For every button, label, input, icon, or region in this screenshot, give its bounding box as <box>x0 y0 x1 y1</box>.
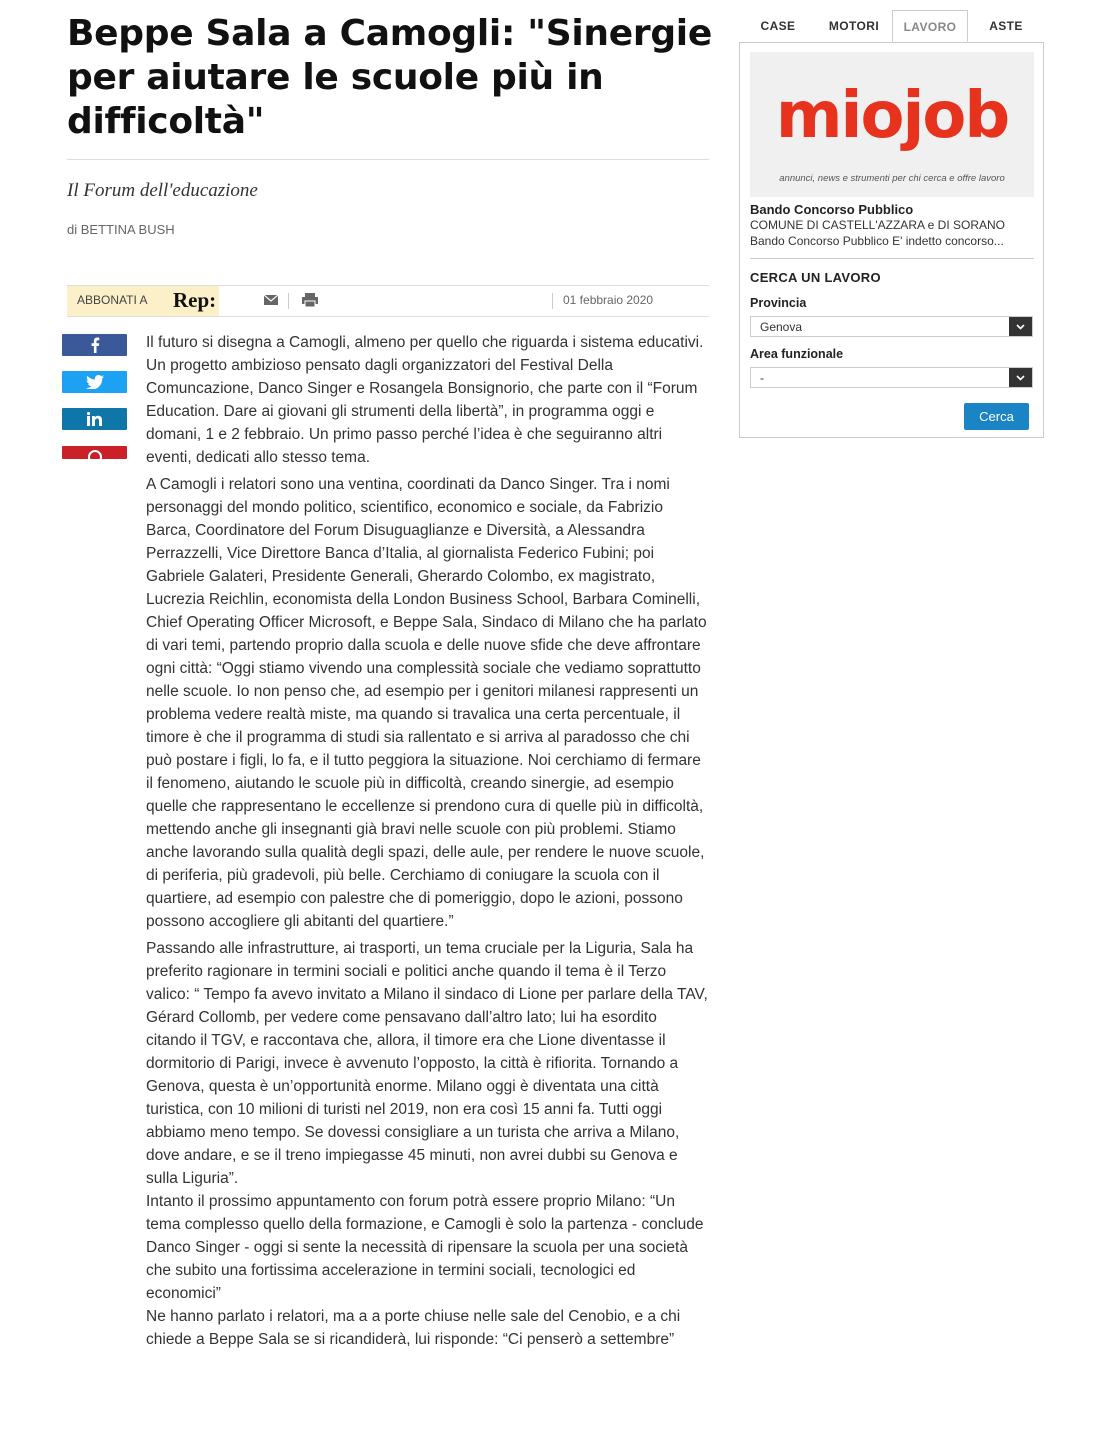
share-pinterest-button[interactable] <box>62 446 127 459</box>
share-twitter-button[interactable] <box>62 371 127 393</box>
toolbar-separator <box>288 293 289 309</box>
subscribe-banner[interactable] <box>67 286 219 316</box>
province-label: Provincia <box>750 296 807 310</box>
article-headline: Beppe Sala a Camogli: "Sinergie per aiutare le scuole più in difficoltà" <box>67 13 712 142</box>
divider <box>750 258 1034 259</box>
tab-motori[interactable]: MOTORI <box>828 19 880 33</box>
miojob-tagline: annunci, news e strumenti per chi cerca e offre lavoro <box>779 173 1005 184</box>
job-description: Bando Concorso Pubblico E' indetto concorso... <box>750 234 1004 248</box>
toolbar-separator <box>552 293 553 309</box>
chevron-down-icon <box>1009 317 1032 336</box>
subscribe-label: ABBONATI A <box>77 293 148 307</box>
tab-aste[interactable]: ASTE <box>989 19 1023 33</box>
area-select[interactable] <box>750 367 1033 388</box>
article-date: 01 febbraio 2020 <box>563 293 654 307</box>
article-subtitle: Il Forum dell'educazione <box>67 180 258 201</box>
facebook-icon <box>90 337 100 353</box>
tab-lavoro[interactable]: LAVORO <box>892 10 968 42</box>
job-organization: COMUNE DI CASTELL'AZZARA e DI SORANO <box>750 218 1006 232</box>
tab-case[interactable]: CASE <box>760 19 796 33</box>
job-search-title: CERCA UN LAVORO <box>750 270 881 285</box>
area-value: - <box>760 371 764 385</box>
rep-logo: Rep: <box>173 288 217 312</box>
article-paragraph: A Camogli i relatori sono una ventina, coordinati da Danco Singer. Tra i nomi personaggi del mondo politico, scientifico, economico e sociale, da Fabrizio Barca, Coordinatore del Forum Disuguaglianze e Diversità, a Alessandra Perrazzelli, Vice Direttore Banca d’Italia, al giornalista Federico Fubini; poi Gabriele Galateri, Presidente Generali, Gherardo Colombo, ex magistrato, Lucrezia Reichlin, economista della London Business School, Barbara Cominelli, Chief Operating Officer Microsoft, e Beppe Sala, Sindaco di Milano che ha parlato di vari temi, partendo proprio dalla scuola e delle nuove sfide che deve affrontare ogni città: “Oggi stiamo vivendo una complessità sociale che vediamo soprattutto nelle scuole. Io non penso che, ad esempio per i genitori milanesi rappresenti un problema vedere realtà miste, ma quando si travalica una certa percentuale, il timore è che il programma di studi sia rallentato e si arriva al paradosso che chi può postare i figli, lo fa, e il tutto peggiora la situazione. Noi cerchiamo di fermare il fenomeno, aiutando le scuole più in difficoltà, creando sinergie, ad esempio quelle che rappresentano le eccellenze si prendono cura di quelle più in difficoltà, mettendo anche gli insegnanti già bravi nelle scuole con più problemi. Stiamo anche lavorando sulla qualità degli spazi, delle aule, per rendere le nuove scuole, di periferia, più gradevoli, più belle. Cerchiamo di coniugare la scuola con il quartiere, ad esempio con palestre che di pomeriggio, dopo le azioni, possono possono accogliere gli abitanti del quartiere.” <box>146 476 707 930</box>
share-linkedin-button[interactable] <box>62 408 127 430</box>
article-paragraph: Passando alle infrastrutture, ai trasporti, un tema cruciale per la Liguria, Sala ha preferito ragionare in termini sociali e politici anche quando il tema è il Terzo valico: “ Tempo fa avevo invitato a Milano il sindaco di Lione per parlare della TAV, Gérard Collomb, per vedere come pensavano dall’altro lato; lui ha esordito citando il TGV, e raccontava che, allora, il timore era che Lione diventasse il dormitorio di Parigi, invece è avvenuto l’opposto, la città è rifiorita. Tornando a Genova, questa è un’opportunità enorme. Milano oggi è diventata una città turistica, con 10 milioni di turisti nel 2019, non era così 15 anni fa. Tutti oggi abbiamo meno tempo. Se dovessi consigliare a un turista che arriva a Milano, dove andare, e se il treno impiegasse 45 minuti, non avrei dubbi su Genova e sulla Liguria”. <box>146 940 708 1187</box>
search-button[interactable]: Cerca <box>964 403 1029 430</box>
area-label: Area funzionale <box>750 347 844 361</box>
byline: di BETTINA BUSH <box>67 222 175 237</box>
article-toolbar <box>67 285 709 317</box>
province-value: Genova <box>760 320 803 334</box>
share-facebook-button[interactable] <box>62 334 127 356</box>
job-title-link[interactable]: Bando Concorso Pubblico <box>750 202 914 217</box>
sidebar-tabs <box>740 10 1045 43</box>
article-paragraph: Il futuro si disegna a Camogli, almeno per quello che riguarda i sistema educativi. Un progetto ambizioso pensato dagli organizzatori del Festival Della Comuncazione, Danco Singer e Rosangela Bonsignorio, che parte con il “Forum Education. Dare ai giovani gli strumenti della libertà”, in programma oggi e domani, 1 e 2 febbraio. Un primo passo perché l’idea è che seguiranno altri eventi, dedicati allo stesso tema. <box>146 334 704 466</box>
pinterest-icon <box>88 450 102 459</box>
miojob-logo: miojob <box>775 79 1009 153</box>
article-body <box>146 331 708 1351</box>
article-paragraph: Intanto il prossimo appuntamento con forum potrà essere proprio Milano: “Un tema complesso quello della formazione, e Camogli è solo la partenza - conclude Danco Singer - oggi si sente la necessità di ripensare la scuola per una società che subito una fortissima accelerazione in termini sociali, tecnologici ed economici” <box>146 1193 704 1302</box>
linkedin-icon <box>87 412 103 426</box>
article-paragraph: Ne hanno parlato i relatori, ma a a porte chiuse nelle sale del Cenobio, e a chi chiede a Beppe Sala se si ricandiderà, lui risponde: “Ci penserò a settembre” <box>146 1308 681 1348</box>
twitter-icon <box>86 375 104 389</box>
province-select[interactable] <box>750 316 1033 337</box>
divider <box>67 159 709 160</box>
print-icon[interactable] <box>302 293 318 307</box>
mail-icon[interactable] <box>264 295 278 305</box>
miojob-banner[interactable] <box>750 52 1034 197</box>
chevron-down-icon <box>1009 368 1032 387</box>
